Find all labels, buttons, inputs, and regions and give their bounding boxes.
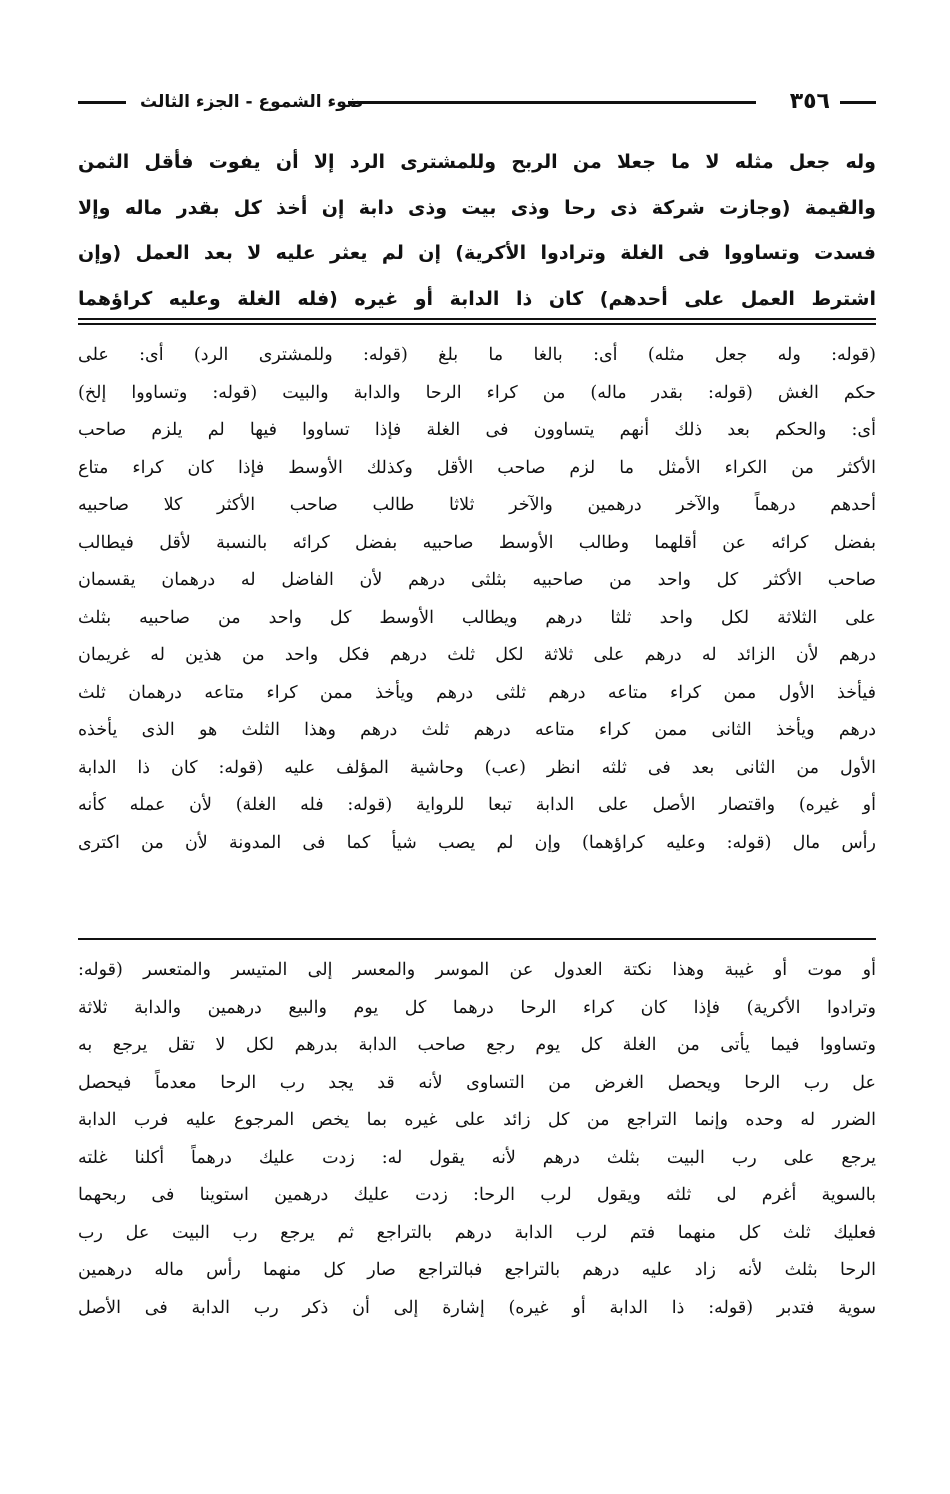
hashiya-line: الضرر له وحده وإنما التراجع من كل زائد على غيره بما يخص المرجوع عليه فرب الدابة [78, 1110, 876, 1130]
running-header [78, 84, 876, 120]
hashiya-line: فعليك ثلث كل منهما فتم لرب الدابة درهم بالتراجع ثم يرجع رب البيت عل رب [78, 1222, 876, 1243]
sharh-commentary [78, 337, 876, 862]
header-rule [348, 101, 756, 104]
matn-main-text [78, 140, 876, 322]
hashiya-footnote [78, 952, 876, 1327]
sharh-line: الأكثر من الكراء الأمثل ما لزم صاحب الأقل وكذلك الأوسط فإذا كان كراء متاع [78, 457, 876, 478]
hashiya-line: سوية فتدبر (قوله: ذا الدابة أو غيره) إشارة إلى أن ذكر رب الدابة فى الأصل [78, 1297, 876, 1318]
single-divider [78, 938, 876, 940]
page-number: ٣٥٦ [789, 89, 830, 114]
sharh-line: أحدهم درهماً والآخر درهمين والآخر ثلاثا طالب صاحب الأكثر كلا صاحبيه [78, 495, 876, 515]
header-dash-right [840, 101, 876, 104]
hashiya-line: أو موت أو غيبة وهذا نكتة العدول عن الموسر والمعسر إلى المتيسر والمتعسر (قوله: [78, 960, 876, 980]
sharh-line: (قوله: وله جعل مثله) أى: بالغا ما بلغ (قوله: وللمشترى الرد) أى: على [78, 345, 876, 365]
hashiya-line: يرجع على رب البيت بثلث درهم لأنه يقول له: زدت عليك درهماً أكلنا غلته [78, 1147, 876, 1168]
running-title: ضوء الشموع - الجزء الثالث [140, 92, 364, 112]
matn-line: وله جعل مثله لا ما جعلا من الربح وللمشترى الرد إلا أن يفوت فأقل الثمن [78, 151, 876, 173]
sharh-line: بفضل كرائه عن أقلهما وطالب الأوسط صاحبيه بفضل كرائه بالنسبة لأقل فيطالب [78, 532, 876, 553]
sharh-line: حكم الغش (قوله: بقدر ماله) من كراء الرحا والدابة والبيت (قوله: وتساووا إلخ) [78, 382, 876, 403]
sharh-line: أو غيره) واقتصار الأصل على الدابة تبعا للرواية (قوله: فله الغلة) لأن عمله كأنه [78, 795, 876, 815]
hashiya-line: وترادوا الأكرية) فإذا كان كراء الرحا درهما كل يوم والبيع درهمين والدابة ثلاثة [78, 997, 876, 1018]
sharh-line: رأس مال (قوله: وعليه كراؤهما) وإن لم يصب شيأ كما فى المدونة لأن من اكترى [78, 832, 876, 853]
sharh-line: الأول من الثانى بعد فى ثلثه انظر (عب) وحاشية المؤلف عليه (قوله: كان ذا الدابة [78, 757, 876, 778]
header-dash-left [78, 101, 126, 104]
matn-line: فسدت وتساووا فى الغلة وترادوا الأكرية) إن لم يعثر عليه لا بعد العمل (وإن [78, 242, 876, 264]
hashiya-line: الرحا بثلث لأنه زاد عليه درهم بالتراجع فبالتراجع صار كل منهما رأس ماله درهمين [78, 1260, 876, 1280]
hashiya-line: بالسوية أغرم لى ثلثه ويقول لرب الرحا: زدت عليك درهمين استوينا فى ربحهما [78, 1185, 876, 1205]
hashiya-line: عل رب الرحا ويحصل الغرض من التساوى لأنه قد يجد رب الرحا معدماً فيحصل [78, 1072, 876, 1093]
sharh-line: درهم لأن الزائد له درهم على ثلاثة لكل ثلث درهم فكل واحد من هذين له غريمان [78, 645, 876, 665]
sharh-line: صاحب الأكثر كل واحد من صاحبيه بثلثى درهم لأن الفاضل له درهمان يقسمان [78, 570, 876, 590]
double-divider [78, 318, 876, 325]
sharh-line: فيأخذ الأول ممن كراء متاعه درهم ثلثى درهم ويأخذ ممن كراء متاعه درهمان ثلث [78, 682, 876, 703]
matn-line: والقيمة (وجازت شركة ذى رحا وذى بيت وذى دابة إن أخذ كل بقدر ماله وإلا [78, 196, 876, 219]
sharh-line: درهم ويأخذ الثانى ممن كراء متاعه درهم ثلث درهم وهذا الثلث هو الذى يأخذه [78, 720, 876, 740]
matn-line: اشترط العمل على أحدهم) كان ذا الدابة أو غيره (فله الغلة وعليه كراؤهما [78, 287, 876, 310]
sharh-line: أى: والحكم بعد ذلك أنهم يتساوون فى الغلة فإذا تساووا فيها لم يلزم صاحب [78, 420, 876, 440]
sharh-line: على الثلاثة لكل واحد ثلثا درهم ويطالب الأوسط كل واحد من صاحبيه بثلث [78, 607, 876, 628]
hashiya-line: وتساووا فيما يأتى من الغلة كل يوم رجع صاحب الدابة بدرهم لكل لا تقل يرجع به [78, 1035, 876, 1055]
